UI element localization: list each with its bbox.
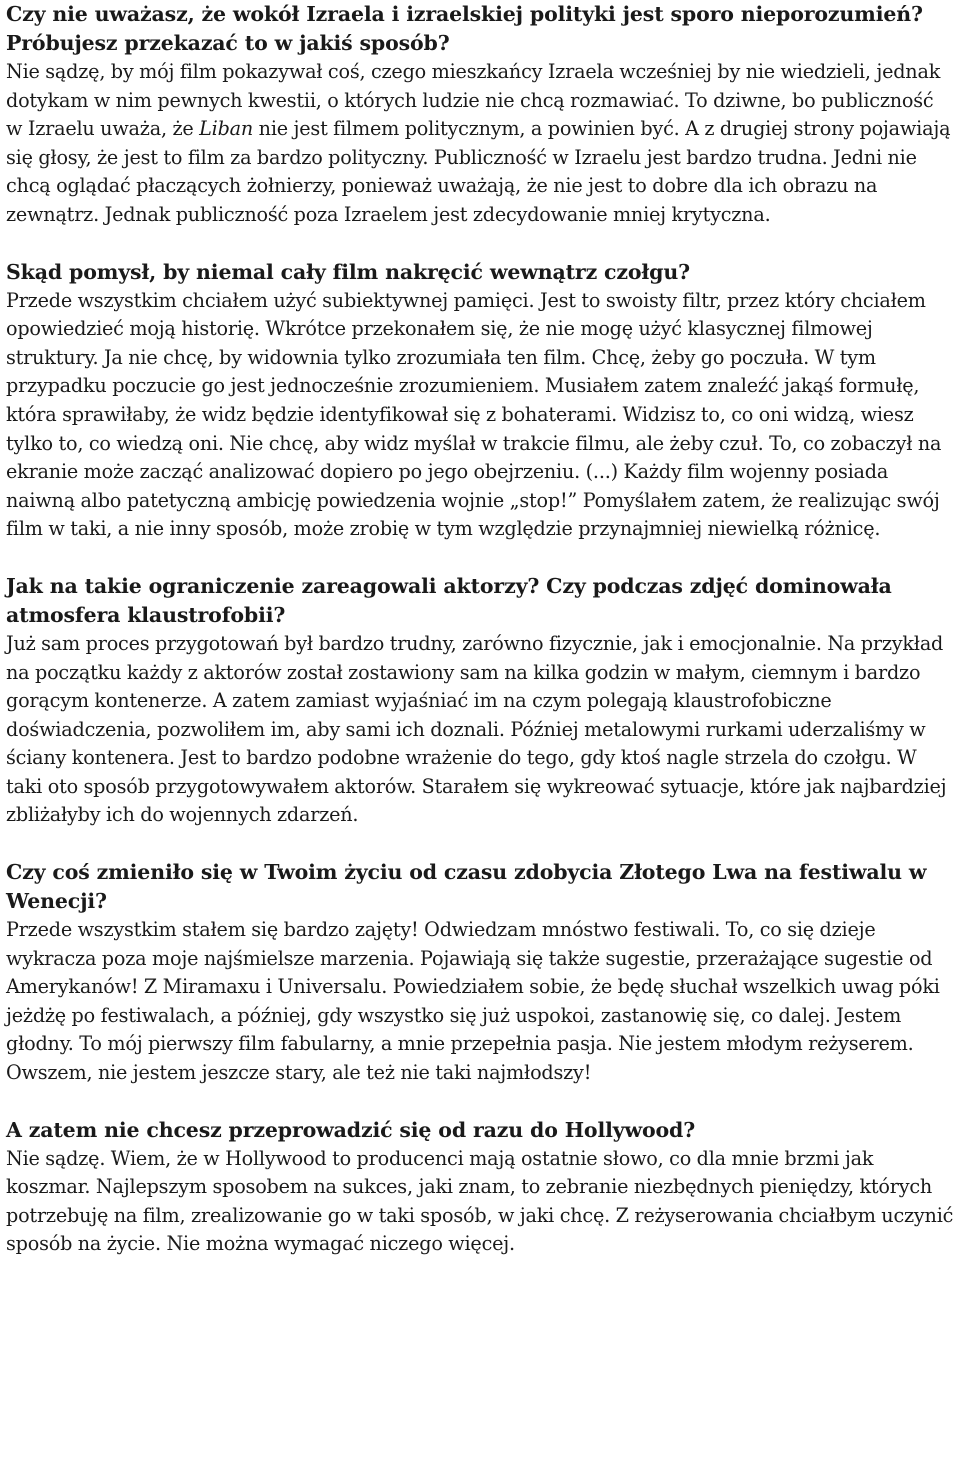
qa-section [6,572,954,830]
question-heading: Czy coś zmieniło się w Twoim życiu od czasu zdobycia Złotego Lwa na festiwalu w Wenecji? [6,860,927,914]
answer-paragraph: Przede wszystkim chciałem użyć subiektywnej pamięci. Jest to swoisty filtr, przez który chciałem opowiedzieć moją historię. Wkrótce przekonałem się, że nie mogę użyć klasycznej filmowej struktury. Ja nie chcę, by widownia tylko zrozumiała ten film. Chcę, żeby go poczuła. W tym przypadku poczucie go jest jednocześnie zrozumieniem. Musiałem zatem znaleźć jakąś formułę, która sprawiłaby, że widz będzie identyfikował się z bohaterami. Widzisz to, co oni widzą, wiesz tylko to, co wiedzą oni. Nie chcę, aby widz myślał w trakcie filmu, ale żeby czuł. To, co zobaczył na ekranie może zacząć analizować dopiero po jego obejrzeniu. (...) Każdy film wojenny posiada naiwną albo patetyczną ambicję powiedzenia wojnie „stop!” Pomyślałem zatem, że realizując swój film w taki, a nie inny sposób, może zrobię w tym względzie przynajmniej niewielką różnicę. [6,288,942,541]
question-heading: Skąd pomysł, by niemal cały film nakręcić wewnątrz czołgu? [6,259,690,284]
question-heading: A zatem nie chcesz przeprowadzić się od razu do Hollywood? [6,1117,696,1142]
answer-paragraph [6,58,954,230]
question-heading: Czy nie uważasz, że wokół Izraela i izraelskiej polityki jest sporo nieporozumień? Próbujesz przekazać to w jakiś sposób? [6,2,923,55]
section-gap [6,230,954,258]
answer-text: nie jest filmem politycznym, a powinien być. A z drugiej strony pojawiają się głosy, że jest to film za bardzo polityczny. Publiczność w Izraelu jest bardzo trudna. Jedni nie chcą oglądać płaczących żołnierzy, ponieważ uważają, że nie jest to dobre dla ich obrazu na zewnątrz. Jednak publiczność poza Izraelem jest zdecydowanie mniej krytyczna. [6,117,951,226]
qa-section [6,1116,954,1259]
answer-paragraph: Już sam proces przygotowań był bardzo trudny, zarówno fizycznie, jak i emocjonalnie. Na przykład na początku każdy z aktorów został zostawiony sam na kilka godzin w małym, ciemnym i bardzo gorącym kontenerze. A zatem zamiast wyjaśniać im na czym polegają klaustrofobiczne doświadczenia, pozwoliłem im, aby sami ich doznali. Później metalowymi rurkami uderzaliśmy w ściany kontenera. Jest to bardzo podobne wrażenie do tego, gdy ktoś nagle strzela do czołgu. W taki oto sposób przygotowywałem aktorów. Starałem się wykreować sytuacje, które jak najbardziej zbliżałyby ich do wojennych zdarzeń. [6,631,947,827]
qa-section [6,258,954,544]
answer-text: Nie sądzę, by mój film pokazywał coś, czego mieszkańcy Izraela wcześniej by nie wiedzieli, jednak dotykam w nim pewnych kwestii, o których ludzie nie chcą rozmawiać. To dziwne, bo publiczność w Izraelu uważa, że [6,60,941,141]
qa-section [6,0,954,230]
answer-paragraph: Nie sądzę. Wiem, że w Hollywood to producenci mają ostatnie słowo, co dla mnie brzmi jak koszmar. Najlepszym sposobem na sukces, jaki znam, to zebranie niezbędnych pieniędzy, których potrzebuję na film, zrealizowanie go w taki sposób, w jaki chcę. Z reżyserowania chciałbym uczynić sposób na życie. Nie można wymagać niczego więcej. [6,1146,954,1256]
section-gap [6,1088,954,1116]
film-title: Liban [199,117,254,141]
section-gap [6,830,954,858]
qa-section [6,858,954,1088]
question-heading: Jak na takie ograniczenie zareagowali aktorzy? Czy podczas zdjęć dominowała atmosfera klaustrofobii? [6,573,892,627]
section-gap [6,544,954,572]
answer-paragraph: Przede wszystkim stałem się bardzo zajęty! Odwiedzam mnóstwo festiwali. To, co się dzieje wykracza poza moje najśmielsze marzenia. Pojawiają się także sugestie, przerażające sugestie od Amerykanów! Z Miramaxu i Universalu. Powiedziałem sobie, że będę słuchał wszelkich uwag póki jeżdżę po festiwalach, a później, gdy wszystko się już uspokoi, zastanowię się, co dalej. Jestem głodny. To mój pierwszy film fabularny, a mnie przepełnia pasja. Nie jestem młodym reżyserem. Owszem, nie jestem jeszcze stary, ale też nie taki najmłodszy! [6,918,940,1085]
